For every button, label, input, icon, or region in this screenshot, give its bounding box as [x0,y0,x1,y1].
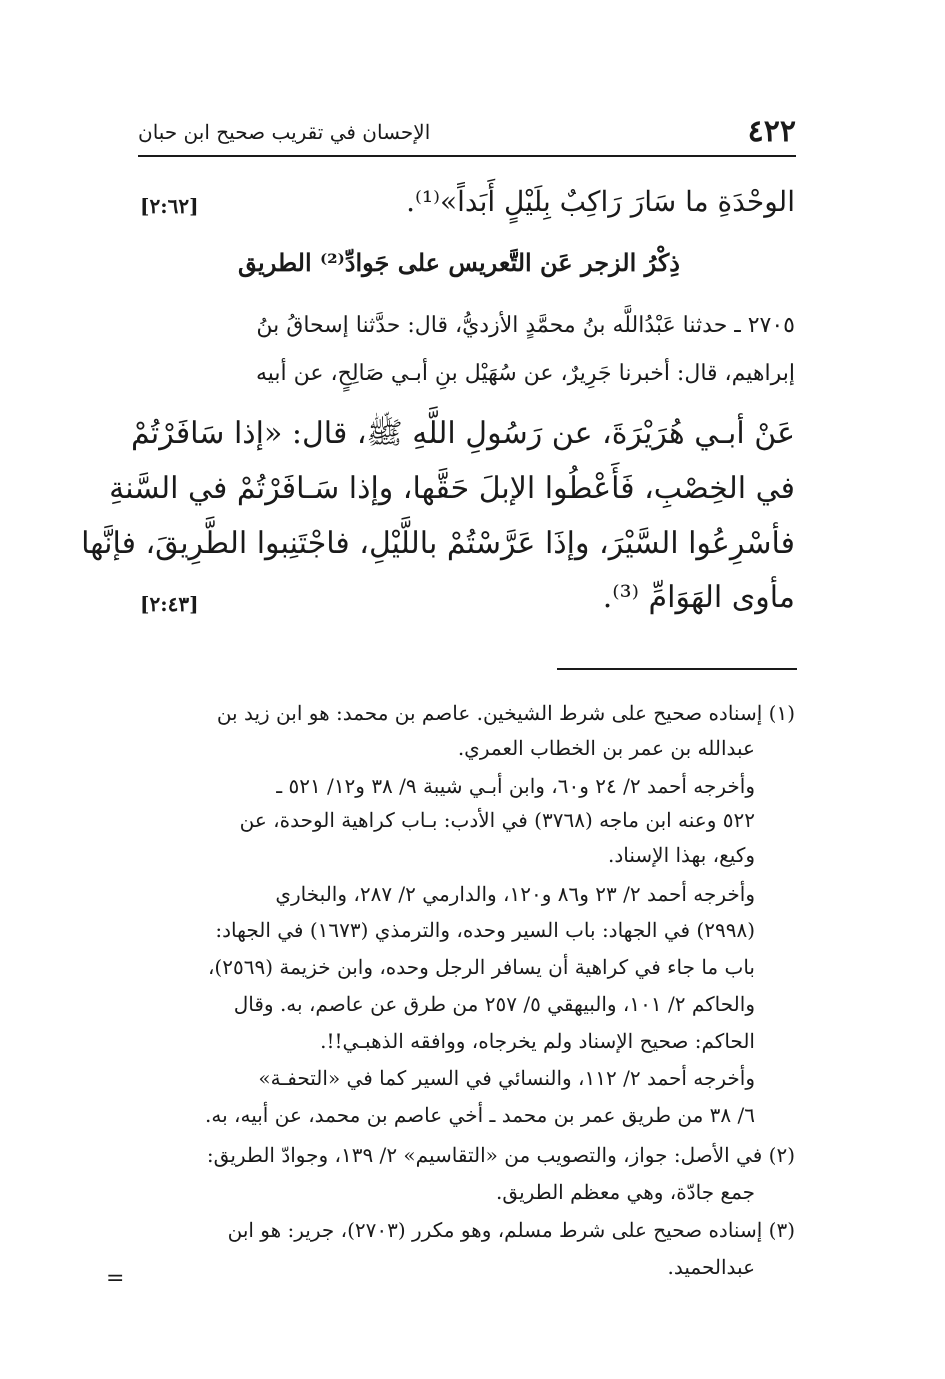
footnote-line: وكيع، بهذا الإسناد. [608,843,755,867]
footnote-line: باب ما جاء في كراهية أن يسافر الرجل وحده، وابن خزيمة (٢٥٦٩)، [207,955,755,979]
footnote-line: عبدالله بن عمر بن الخطاب العمري. [457,736,755,760]
footnote-line: والحاكم ٢/ ١٠١، والبيهقي ٥/ ٢٥٧ من طرق عن عاصم، به. وقال [233,992,755,1016]
footnote-line: عبدالحميد. [667,1255,755,1279]
isnad-line: إبراهيم، قال: أخبرنا جَرِيرٌ، عن سُهَيْل بنِ أبـي صَالِحٍ، عن أبيه [256,361,795,386]
isnad-line: ٢٧٠٥ ـ حدثنا عَبْدُاللَّه بنُ محمَّدٍ الأزديُّ، قال: حدَّثنا إسحاقُ بنُ [256,313,795,338]
footnote-line: (٢) في الأصل: جواز، والتصويب من «التقاسيم» ٢/ ١٣٩، وجوادّ الطريق: [206,1143,795,1167]
footnote-line: وأخرجه أحمد ٢/ ١١٢، والنسائي في السير كما في «التحفـة» [258,1066,755,1090]
opening-line: الوحْدَةِ ما سَارَ رَاكِبٌ بِلَيْلٍ أَبَداً»⁽¹⁾. [406,185,795,218]
continuation-mark: = [106,1266,125,1291]
page-header [138,112,796,158]
page-number: ٤٢٢ [747,114,796,149]
matn-line: مأوى الهَوَامِّ ⁽³⁾. [602,580,795,615]
footnote-line: الحاكم: صحيح الإسناد ولم يخرجاه، ووافقه الذهبـي!!. [320,1029,755,1053]
footnote-separator [557,668,797,670]
footnote-line: (٣) إسناده صحيح على شرط مسلم، وهو مكرر (٢٧٠٣)، جرير: هو ابن [227,1218,795,1242]
matn-line: عَنْ أبـي هُرَيْرَةَ، عن رَسُولِ اللَّهِ ﷺ، قال: «إذا سَافَرْتُمْ [130,416,795,451]
matn-line: في الخِصْبِ، فَأَعْطُوا الإبلَ حَقَّها، وإذا سَـافَرْتُمْ في السَّنةِ [109,471,795,506]
footnote-line: (١) إسناده صحيح على شرط الشيخين. عاصم بن محمد: هو ابن زيد بن [216,701,795,725]
matn-line: فأسْرِعُوا السَّيْرَ، وإذَا عَرَّسْتُمْ باللَّيْلِ، فاجْتَنِبوا الطَّرِيقَ، فإنَّها [81,526,795,561]
opening-reference: [٢:٦٢] [140,194,199,218]
running-title: الإحسان في تقريب صحيح ابن حبان [138,120,431,144]
footnote-line: ٦/ ٣٨ من طريق عمر بن محمد ـ أخي عاصم بن محمد، عن أبيه، به. [205,1103,755,1127]
footnote-line: جمع جادّة، وهي معظم الطريق. [496,1180,755,1204]
footnote-line: وأخرجه أحمد ٢/ ٢٣ و٨٦ و١٢٠، والدارمي ٢/ ٢٨٧، والبخاري [275,882,755,906]
footnote-line: (٢٩٩٨) في الجهاد: باب السير وحده، والترمذي (١٦٧٣) في الجهاد: [215,918,755,942]
footnote-line: وأخرجه أحمد ٢/ ٢٤ و٦٠، وابن أبـي شيبة ٩/ ٣٨ و١٢/ ٥٢١ ـ [276,774,755,798]
hadith-reference: [٢:٤٣] [140,592,199,616]
header-rule [138,155,796,157]
footnote-line: ٥٢٢ وعنه ابن ماجه (٣٧٦٨) في الأدب: بـاب كراهية الوحدة، عن [239,808,755,832]
section-heading: ذِكْرُ الزجر عَن التَّعريس على جَوادِّ⁽²⁾ الطريق [238,248,680,277]
